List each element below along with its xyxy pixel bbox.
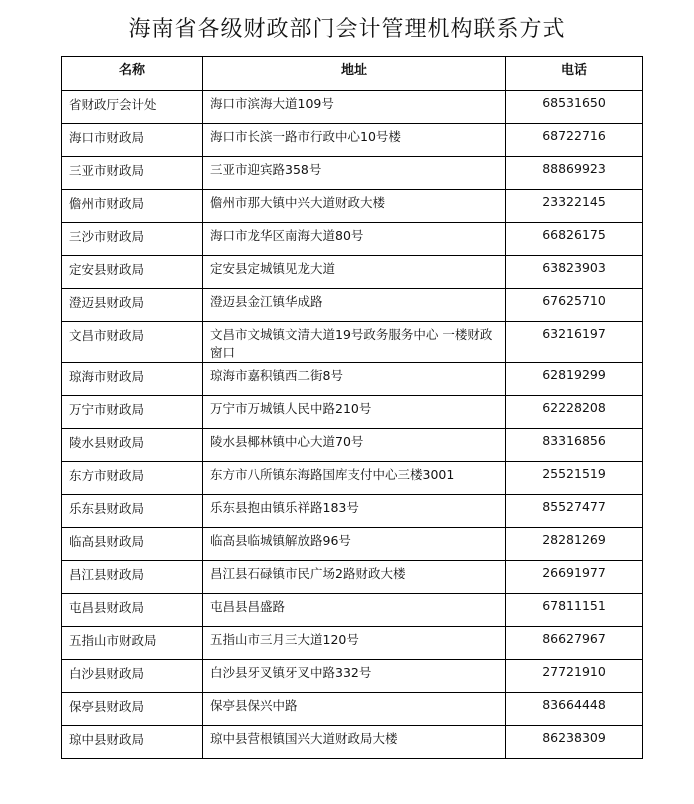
cell-name: 五指山市财政局 (62, 627, 203, 660)
table-row (62, 157, 643, 190)
cell-address: 澄迈县金江镇华成路 (203, 289, 506, 322)
cell-phone: 68531650 (506, 91, 643, 124)
cell-address: 海口市龙华区南海大道80号 (203, 223, 506, 256)
cell-phone: 27721910 (506, 660, 643, 693)
cell-phone: 88869923 (506, 157, 643, 190)
cell-name: 三沙市财政局 (62, 223, 203, 256)
cell-name: 琼中县财政局 (62, 726, 203, 759)
table-row (62, 495, 643, 528)
cell-address: 海口市滨海大道109号 (203, 91, 506, 124)
cell-phone: 63216197 (506, 322, 643, 363)
cell-name: 文昌市财政局 (62, 322, 203, 363)
cell-address: 昌江县石碌镇市民广场2路财政大楼 (203, 561, 506, 594)
cell-address: 五指山市三月三大道120号 (203, 627, 506, 660)
cell-address: 琼中县营根镇国兴大道财政局大楼 (203, 726, 506, 759)
cell-address: 白沙县牙叉镇牙叉中路332号 (203, 660, 506, 693)
cell-phone: 85527477 (506, 495, 643, 528)
table-header-row (62, 57, 643, 91)
cell-address: 万宁市万城镇人民中路210号 (203, 396, 506, 429)
table-row (62, 91, 643, 124)
cell-phone: 66826175 (506, 223, 643, 256)
cell-name: 琼海市财政局 (62, 363, 203, 396)
cell-name: 省财政厅会计处 (62, 91, 203, 124)
cell-name: 海口市财政局 (62, 124, 203, 157)
table-row (62, 693, 643, 726)
cell-name: 乐东县财政局 (62, 495, 203, 528)
header-address: 地址 (203, 57, 506, 91)
cell-address: 儋州市那大镇中兴大道财政大楼 (203, 190, 506, 223)
cell-address: 文昌市文城镇文清大道19号政务服务中心 一楼财政窗口 (203, 322, 506, 363)
cell-name: 东方市财政局 (62, 462, 203, 495)
cell-phone: 86238309 (506, 726, 643, 759)
table-row (62, 726, 643, 759)
table-row (62, 660, 643, 693)
cell-address: 屯昌县昌盛路 (203, 594, 506, 627)
page-title: 海南省各级财政部门会计管理机构联系方式 (128, 17, 566, 42)
cell-name: 陵水县财政局 (62, 429, 203, 462)
cell-phone: 86627967 (506, 627, 643, 660)
table-row (62, 124, 643, 157)
table-row (62, 561, 643, 594)
cell-name: 保亭县财政局 (62, 693, 203, 726)
cell-phone: 67625710 (506, 289, 643, 322)
table-row (62, 363, 643, 396)
header-phone: 电话 (506, 57, 643, 91)
cell-phone: 67811151 (506, 594, 643, 627)
cell-name: 澄迈县财政局 (62, 289, 203, 322)
table-row (62, 223, 643, 256)
cell-phone: 83664448 (506, 693, 643, 726)
table-row (62, 289, 643, 322)
cell-name: 定安县财政局 (62, 256, 203, 289)
cell-phone: 62228208 (506, 396, 643, 429)
cell-phone: 68722716 (506, 124, 643, 157)
cell-address: 保亭县保兴中路 (203, 693, 506, 726)
cell-phone: 23322145 (506, 190, 643, 223)
cell-name: 三亚市财政局 (62, 157, 203, 190)
table-row (62, 429, 643, 462)
table-row (62, 322, 643, 363)
cell-phone: 25521519 (506, 462, 643, 495)
cell-phone: 28281269 (506, 528, 643, 561)
header-name: 名称 (62, 57, 203, 91)
cell-phone: 83316856 (506, 429, 643, 462)
table-row (62, 256, 643, 289)
table-row (62, 396, 643, 429)
cell-name: 临高县财政局 (62, 528, 203, 561)
table-row (62, 594, 643, 627)
cell-address: 海口市长滨一路市行政中心10号楼 (203, 124, 506, 157)
cell-address: 琼海市嘉积镇西二街8号 (203, 363, 506, 396)
cell-address: 定安县定城镇见龙大道 (203, 256, 506, 289)
table-row (62, 528, 643, 561)
cell-phone: 62819299 (506, 363, 643, 396)
cell-name: 白沙县财政局 (62, 660, 203, 693)
cell-address: 陵水县椰林镇中心大道70号 (203, 429, 506, 462)
table-row (62, 627, 643, 660)
table-row (62, 190, 643, 223)
cell-phone: 26691977 (506, 561, 643, 594)
cell-address: 乐东县抱由镇乐祥路183号 (203, 495, 506, 528)
cell-name: 昌江县财政局 (62, 561, 203, 594)
cell-address: 临高县临城镇解放路96号 (203, 528, 506, 561)
cell-name: 儋州市财政局 (62, 190, 203, 223)
cell-name: 屯昌县财政局 (62, 594, 203, 627)
contact-table (61, 56, 643, 759)
cell-address: 东方市八所镇东海路国库支付中心三楼3001 (203, 462, 506, 495)
cell-address: 三亚市迎宾路358号 (203, 157, 506, 190)
table-row (62, 462, 643, 495)
cell-phone: 63823903 (506, 256, 643, 289)
cell-name: 万宁市财政局 (62, 396, 203, 429)
